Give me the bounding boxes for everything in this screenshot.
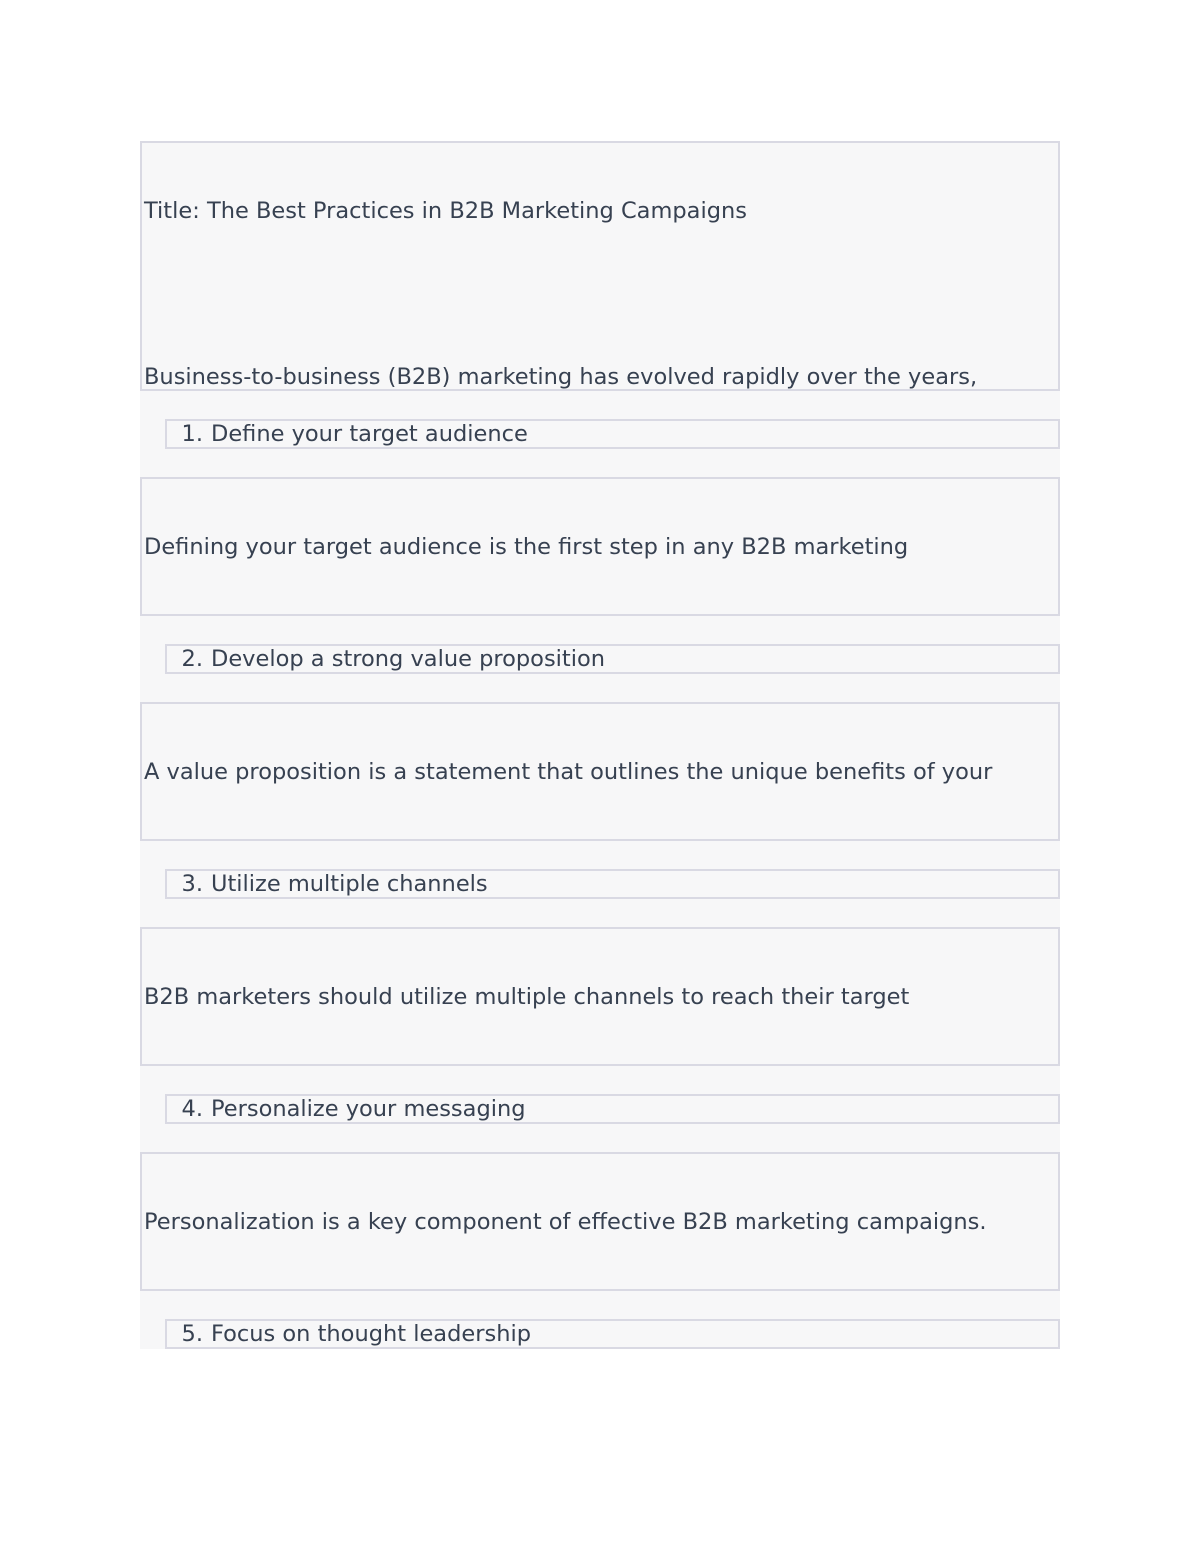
paragraph-line: B2B marketers should utilize multiple channels to reach their target bbox=[144, 984, 910, 1011]
paragraph-line: A value proposition is a statement that outlines the unique benefits of your bbox=[144, 759, 993, 786]
list-item-heading-box bbox=[165, 644, 1060, 674]
spacer bbox=[140, 1124, 1060, 1152]
spacer bbox=[140, 449, 1060, 477]
item-3-paragraph bbox=[140, 927, 1060, 1066]
list-number: 2. bbox=[181, 646, 203, 672]
spacer bbox=[140, 1291, 1060, 1319]
spacer bbox=[140, 841, 1060, 869]
spacer bbox=[140, 674, 1060, 702]
list-number: 5. bbox=[181, 1321, 203, 1347]
spacer bbox=[140, 899, 1060, 927]
paragraph-line: Defining your target audience is the first step in any B2B marketing bbox=[144, 534, 909, 561]
spacer bbox=[140, 616, 1060, 644]
list-heading: Define your target audience bbox=[211, 421, 528, 447]
paragraph-line: Personalization is a key component of effective B2B marketing campaigns. bbox=[144, 1209, 987, 1236]
intro-line: Business-to-business (B2B) marketing has evolved rapidly over the years, bbox=[144, 363, 978, 390]
intro-block bbox=[140, 141, 1060, 391]
list-heading: Personalize your messaging bbox=[211, 1096, 526, 1122]
list-item-heading-box bbox=[165, 419, 1060, 449]
list-item-heading-box bbox=[165, 869, 1060, 899]
list-number: 3. bbox=[181, 871, 203, 897]
item-4-paragraph bbox=[140, 1152, 1060, 1291]
list-heading: Focus on thought leadership bbox=[211, 1321, 531, 1347]
list-item-heading-4 bbox=[140, 1094, 1060, 1124]
list-item-heading-box bbox=[165, 1094, 1060, 1124]
list-heading: Utilize multiple channels bbox=[211, 871, 488, 897]
list-item-heading-2 bbox=[140, 644, 1060, 674]
list-item-heading-box bbox=[165, 1319, 1060, 1349]
spacer bbox=[140, 391, 1060, 419]
document-title: Title: The Best Practices in B2B Marketing Campaigns bbox=[144, 198, 747, 225]
list-number: 4. bbox=[181, 1096, 203, 1122]
item-2-paragraph bbox=[140, 702, 1060, 841]
list-item-heading-3 bbox=[140, 869, 1060, 899]
list-item-heading-5 bbox=[140, 1319, 1060, 1349]
blank-line bbox=[144, 281, 1058, 309]
list-number: 1. bbox=[181, 421, 203, 447]
spacer bbox=[140, 1066, 1060, 1094]
item-1-paragraph bbox=[140, 477, 1060, 616]
list-item-heading-1 bbox=[140, 419, 1060, 449]
list-heading: Develop a strong value proposition bbox=[211, 646, 606, 672]
